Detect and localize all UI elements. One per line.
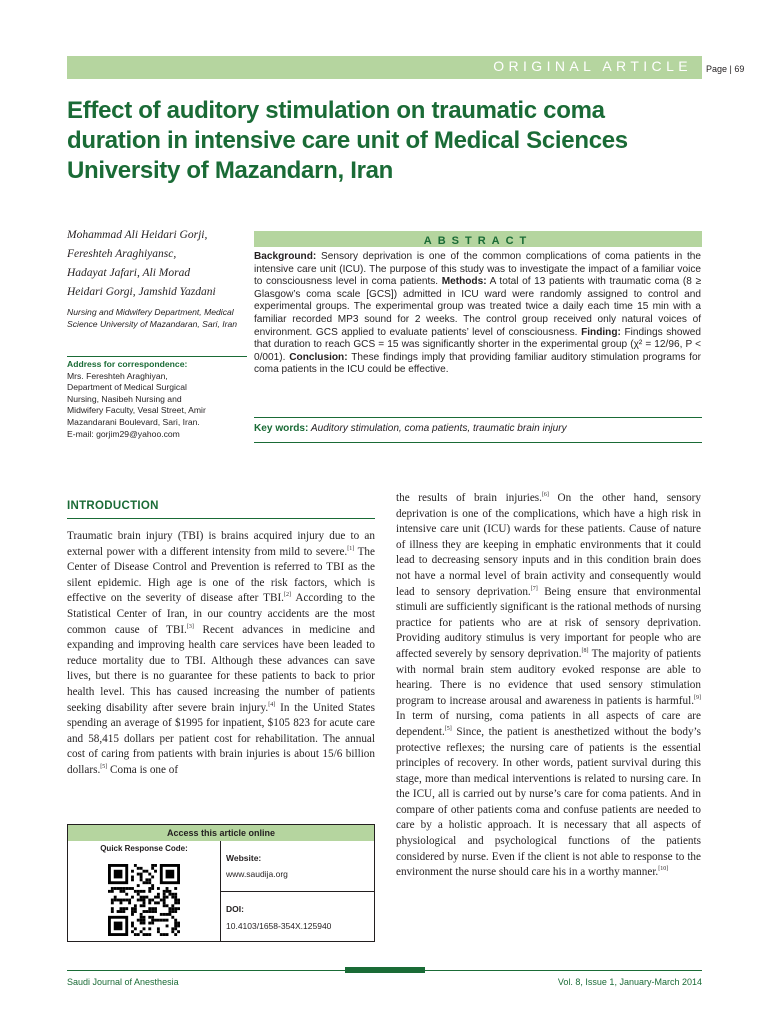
citation-ref[interactable]: [5] bbox=[100, 763, 108, 770]
keywords-text: Auditory stimulation, coma patients, traumatic brain injury bbox=[308, 423, 567, 434]
author-line: Mohammad Ali Heidari Gorji, bbox=[67, 229, 208, 241]
article-type-banner bbox=[67, 56, 702, 79]
correspondence-block bbox=[67, 359, 252, 440]
abstract-body bbox=[254, 251, 701, 377]
body-text: The majority of patients with normal brain stem auditory evoked response are able to hearing. There is no evidence that used sensory stimulation program to increase arousal and awareness in patients is harmful. bbox=[396, 647, 702, 707]
website-cell bbox=[221, 841, 374, 892]
footer-accent-bar bbox=[345, 967, 425, 973]
access-heading: Access this article online bbox=[68, 825, 374, 841]
affiliation: Nursing and Midwifery Department, Medical Science University of Mazandaran, Sari, Iran bbox=[67, 307, 238, 329]
finding-label: Finding: bbox=[581, 326, 621, 338]
divider bbox=[254, 442, 702, 443]
correspondence-email[interactable]: E-mail: gorjim29@yahoo.com bbox=[67, 428, 180, 439]
citation-ref[interactable]: [10] bbox=[658, 866, 669, 873]
finding-text: Findings showed that duration to reach GCS = 15 was significantly shorter in the experimental group (χ² = 12/96, P < 0/001). bbox=[254, 326, 701, 363]
citation-ref[interactable]: [7] bbox=[530, 585, 538, 592]
abstract-banner bbox=[254, 231, 702, 247]
correspondence-line: Nursing, Nasibeh Nursing and bbox=[67, 393, 182, 404]
doi-value[interactable]: 10.4103/1658-354X.125940 bbox=[226, 921, 332, 931]
website-link[interactable]: www.saudija.org bbox=[226, 869, 288, 879]
citation-ref[interactable]: [6] bbox=[541, 492, 549, 498]
website-label: Website: bbox=[226, 853, 262, 863]
citation-ref[interactable]: [9] bbox=[694, 694, 701, 701]
body-text: the results of brain injuries. bbox=[396, 492, 542, 504]
qr-label: Quick Response Code: bbox=[100, 844, 188, 853]
conclusion-text: These findings imply that providing familiar auditory stimulation programs for coma patients in the ICU could be effective. bbox=[254, 351, 702, 376]
background-label: Background: bbox=[254, 251, 317, 262]
citation-ref[interactable]: [2] bbox=[283, 592, 291, 599]
body-text: In term of nursing, coma patients in all aspects of care are dependent. bbox=[396, 710, 701, 738]
issue-info: Vol. 8, Issue 1, January-March 2014 bbox=[557, 977, 702, 987]
methods-text: A total of 13 patients with traumatic coma (8 ≥ Glasgow’s coma scale [GCS]) admitted in ICU ward were randomly assigned to control and experimental groups. The experimental group was treated twice a daily each time 15 min with a familiar recorded MP3 sound for 2 weeks. The control group received only natural voices of environment. GCS applied to evaluate patients’ level of consciousness. bbox=[254, 276, 701, 338]
citation-ref[interactable]: [8] bbox=[581, 647, 589, 654]
article-title: Effect of auditory stimulation on traumatic coma duration in intensive care unit of Medical Sciences University of Mazandarn, Iran bbox=[67, 97, 628, 184]
conclusion-label: Conclusion: bbox=[289, 351, 348, 363]
abstract-heading: ABSTRACT bbox=[423, 235, 533, 247]
keywords-label: Key words: bbox=[254, 423, 309, 434]
body-text: On the other hand, sensory deprivation is one of the complications, which have a high risk in intensive care unit (ICU) wards for these patients. Cause of nature of illness they are keeping in emphatic environments that it could lead to decreasing sensory inputs and in this condition brain does not have a normal level of brain activity and consequently would lead to sensory deprivation. bbox=[396, 492, 701, 598]
divider bbox=[67, 356, 247, 357]
doi-label: DOI: bbox=[226, 904, 244, 914]
body-text: Recent advances in medicine and expanding and improving health care services have been leaded to reduce mortality due to TBI. Although these advances can save lives, but there is no guarantee for these patients to back to prior health level. This has caused increasing the number of patients seeking disability after severe brain injury. bbox=[67, 623, 375, 714]
correspondence-line: Midwifery Faculty, Vesal Street, Amir bbox=[67, 405, 206, 416]
qr-cell bbox=[68, 841, 221, 941]
doi-cell bbox=[221, 892, 374, 942]
journal-name: Saudi Journal of Anesthesia bbox=[67, 977, 179, 987]
access-online-box bbox=[67, 824, 375, 942]
correspondence-line: Department of Medical Surgical bbox=[67, 382, 187, 393]
body-text: In the United States spending an average of $1995 for inpatient, $105 823 for acute care and 58,415 dollars per patient cost for rehabilitation. The annual cost of caring from patients with brain injuries is about 15/6 billion dollars. bbox=[67, 701, 375, 776]
correspondence-line: Mazandarani Boulevard, Sari, Iran. bbox=[67, 416, 200, 427]
citation-ref[interactable]: [4] bbox=[268, 701, 276, 708]
author-line: Hadayat Jafari, Ali Morad bbox=[67, 267, 191, 279]
background-text: Sensory deprivation is one of the common complications of coma patients in the intensive care unit (ICU). The purpose of this study was to investigate the impact of a familiar voice to consciousness level in coma patients. bbox=[254, 251, 701, 288]
divider bbox=[67, 518, 375, 519]
introduction-heading: INTRODUCTION bbox=[67, 500, 159, 512]
methods-label: Methods: bbox=[441, 276, 487, 288]
citation-ref[interactable]: [3] bbox=[186, 623, 194, 630]
body-text: Since, the patient is anesthetized without the body’s protective reflexes; the nursing care of patients is the essential principles of recovery. In other words, patient survival during this stage, more than medical interventions is related to nursing care. In the ICU, all is carried out by nurse’s care for coma patients. And in compare of other patients coma and confuse patients are needed to care by a holistic approach. It is necessary that all aspects of physiological and psychological functions of the patients considered by nurse. Even if the client is not able to response to the environment the nurse should care his in a worthy manner. bbox=[396, 725, 701, 879]
body-text: Being ensure that environmental stimuli are sufficiently significant is the rational methods of nursing practice for patients who are at risk of sensory deprivation. Providing auditory stimulus is very important for people who are affected severely by sensory deprivation. bbox=[396, 585, 701, 660]
citation-ref[interactable]: [1] bbox=[347, 545, 355, 552]
body-text: Coma is one of bbox=[107, 763, 179, 776]
author-line: Fereshteh Araghiyansc, bbox=[67, 248, 177, 260]
correspondence-line: Mrs. Fereshteh Araghiyan, bbox=[67, 370, 168, 381]
author-list bbox=[67, 226, 247, 302]
article-type-label: ORIGINAL ARTICLE bbox=[493, 58, 692, 74]
author-line: Heidari Gorgi, Jamshid Yazdani bbox=[67, 286, 216, 298]
body-column-left bbox=[67, 529, 375, 779]
citation-ref[interactable]: [5] bbox=[444, 725, 452, 732]
qr-code-icon[interactable] bbox=[108, 864, 180, 936]
divider bbox=[254, 417, 702, 418]
page-number: Page | 69 bbox=[706, 64, 745, 74]
body-text: According to the Statistical Center of Iran, in our country accidents are the most common cause of TBI. bbox=[67, 592, 375, 636]
correspondence-heading: Address for correspondence: bbox=[67, 359, 188, 369]
body-text: Traumatic brain injury (TBI) is brains acquired injury due to an external power with a different intensity from mild to severe. bbox=[67, 530, 375, 558]
keywords bbox=[254, 423, 702, 434]
body-column-right bbox=[396, 491, 701, 881]
body-text: The Center of Disease Control and Prevention is referred to TBI as the silent epidemic. High age is one of the risk factors, which is effective on the severity of disease after TBI. bbox=[67, 545, 375, 605]
